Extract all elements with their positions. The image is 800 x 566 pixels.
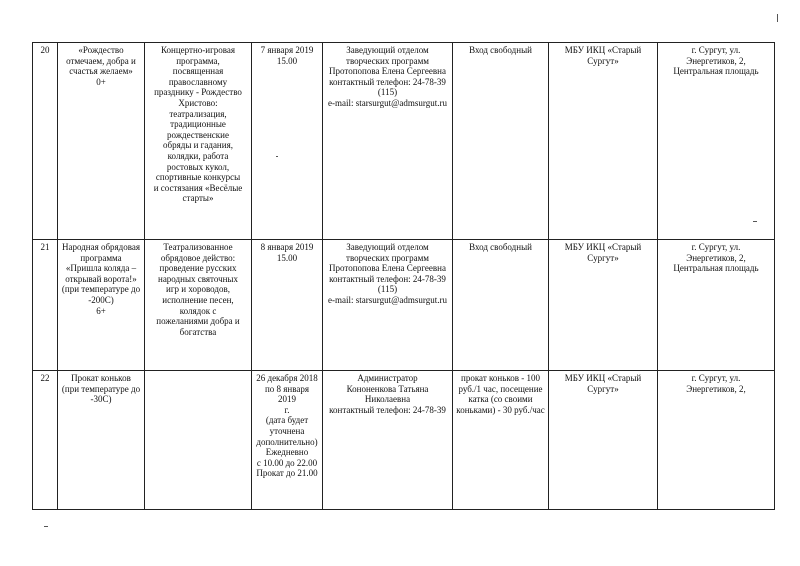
event-title: «Рождество отмечаем, добра и счастья желаем» 0+ <box>58 43 145 240</box>
event-organizer: МБУ ИКЦ «Старый Сургут» <box>549 371 658 510</box>
event-title: Прокат коньков (при температуре до -30С) <box>58 371 145 510</box>
scan-mark <box>753 221 757 222</box>
event-entry: Вход свободный <box>453 43 549 240</box>
event-date: 26 декабря 2018 по 8 января 2019 г. (дата будет уточнена дополнительно) Ежедневно с 10.00 до 22.00 Прокат до 21.00 <box>252 371 323 510</box>
event-description: Концертно-игровая программа, посвященная православному празднику - Рождество Христово: театрализация, традиционные рождественские обряды и гадания, колядки, работа ростовых кукол, спортивные конкурсы и состязания «Весёлые старты» <box>145 43 252 240</box>
scan-mark <box>777 14 778 22</box>
event-organizer: МБУ ИКЦ «Старый Сургут» <box>549 43 658 240</box>
event-contact: Заведующий отделом творческих программ Протопопова Елена Сергеевна контактный телефон: 24-78-39 (115) e-mail: starsurgut@admsurgut.ru <box>323 43 453 240</box>
table-row <box>33 43 775 240</box>
event-contact: Администратор Кононенкова Татьяна Николаевна контактный телефон: 24-78-39 <box>323 371 453 510</box>
row-number: 20 <box>33 43 58 240</box>
table-row <box>33 371 775 510</box>
scan-mark <box>44 526 48 527</box>
event-location: г. Сургут, ул. Энергетиков, 2, Центральная площадь <box>658 240 775 371</box>
event-date: 8 января 2019 15.00 <box>252 240 323 371</box>
row-number: 22 <box>33 371 58 510</box>
event-description: Театрализованное обрядовое действо: проведение русских народных святочных игр и хороводов, исполнение песен, колядок с пожеланиями добра и богатства <box>145 240 252 371</box>
event-title: Народная обрядовая программа «Пришла коляда – открывай ворота!» (при температуре до -200С) 6+ <box>58 240 145 371</box>
events-table <box>32 42 775 510</box>
event-organizer: МБУ ИКЦ «Старый Сургут» <box>549 240 658 371</box>
event-description <box>145 371 252 510</box>
event-location: г. Сургут, ул. Энергетиков, 2, <box>658 371 775 510</box>
event-location: г. Сургут, ул. Энергетиков, 2, Центральная площадь <box>658 43 775 240</box>
row-number: 21 <box>33 240 58 371</box>
event-contact: Заведующий отделом творческих программ Протопопова Елена Сергеевна контактный телефон: 24-78-39 (115) e-mail: starsurgut@admsurgut.ru <box>323 240 453 371</box>
event-entry: прокат коньков - 100 руб./1 час, посещение катка (со своими коньками) - 30 руб./час <box>453 371 549 510</box>
scan-mark <box>276 156 278 157</box>
table-row <box>33 240 775 371</box>
event-entry: Вход свободный <box>453 240 549 371</box>
event-date: 7 января 2019 15.00 <box>252 43 323 240</box>
